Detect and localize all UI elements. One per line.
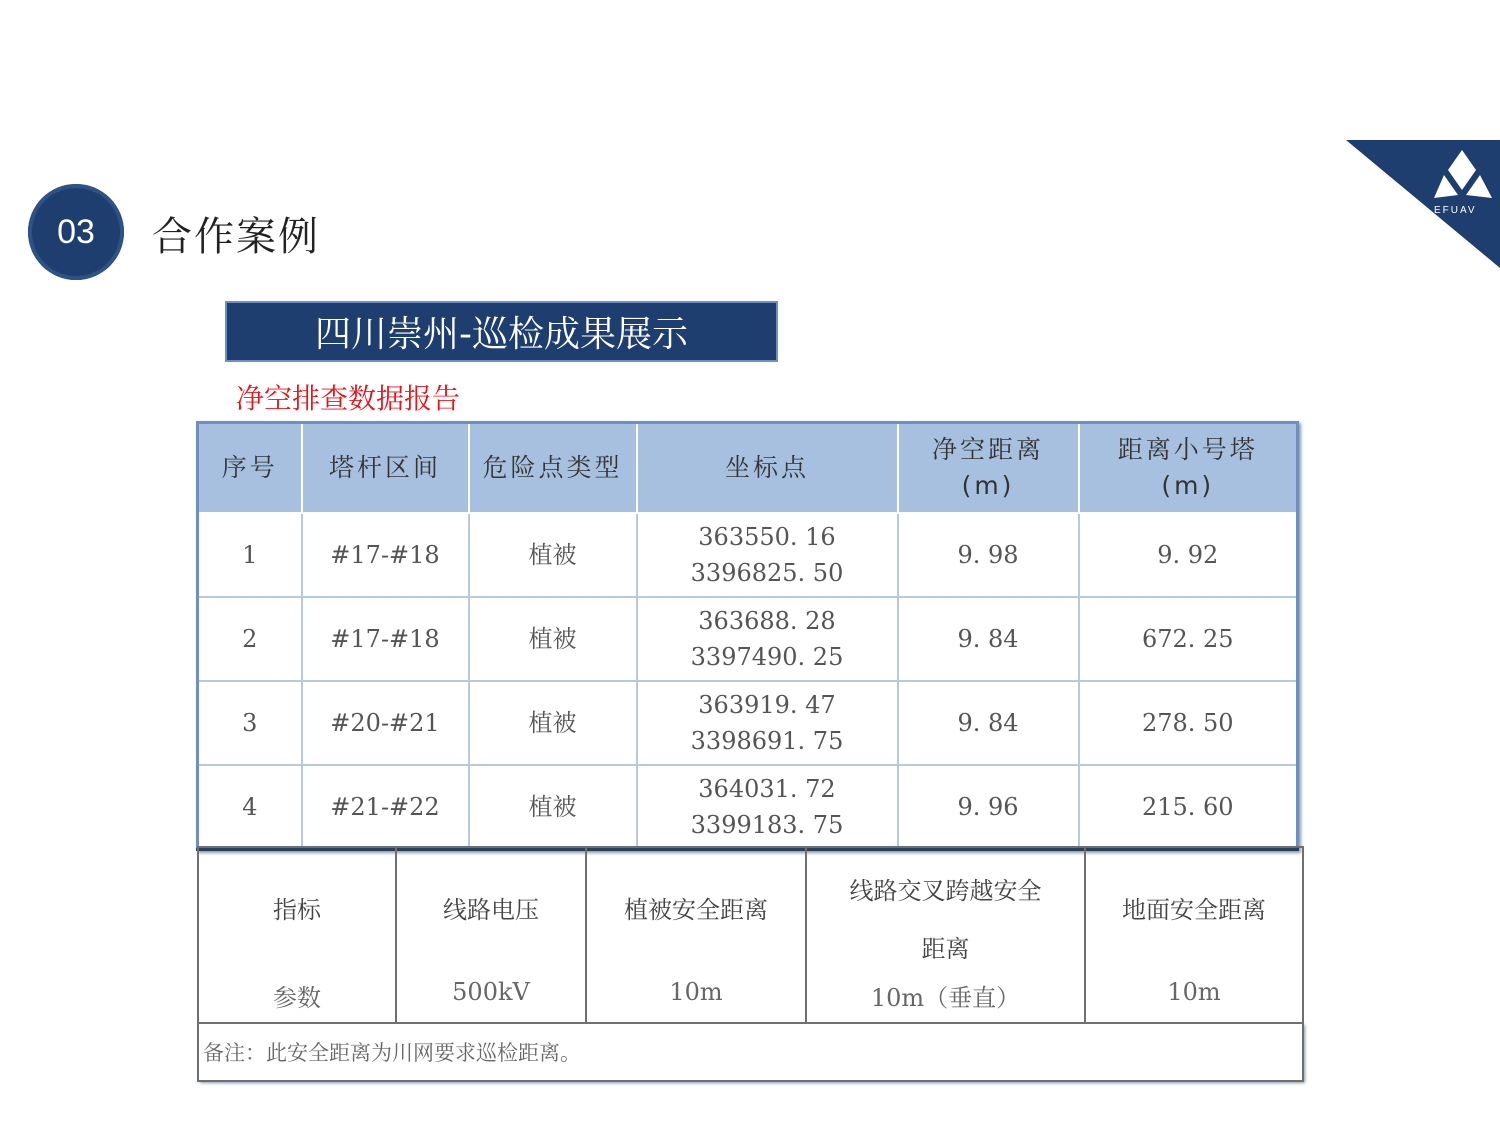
table-row xyxy=(198,681,1298,765)
header-span: 塔杆区间 xyxy=(302,423,469,514)
spec-note-row xyxy=(198,1023,1303,1081)
spec-value: 10m（垂直） xyxy=(870,984,1021,1012)
spec-key: 地面安全距离 xyxy=(1122,896,1266,924)
row-coord xyxy=(637,681,898,765)
spec-key: 指标 xyxy=(273,896,321,924)
spec-key: 线路电压 xyxy=(443,896,539,924)
row-distance: 278. 50 xyxy=(1079,681,1298,765)
header-coord: 坐标点 xyxy=(637,423,898,514)
row-no: 3 xyxy=(198,681,302,765)
spec-col-vegetation xyxy=(586,847,806,1023)
logo-text: EFUAV xyxy=(1434,205,1477,216)
row-span: #21-#22 xyxy=(302,765,469,850)
section-title: 合作案例 xyxy=(152,214,320,260)
row-no: 2 xyxy=(198,597,302,681)
row-coord-y: 3396825. 50 xyxy=(690,559,844,587)
table-header-row xyxy=(198,423,1298,514)
table-row xyxy=(198,597,1298,681)
row-distance: 215. 60 xyxy=(1079,765,1298,850)
row-clearance: 9. 84 xyxy=(898,597,1079,681)
report-title: 净空排查数据报告 xyxy=(236,382,461,415)
header-distance-label: 距离小号塔 xyxy=(1117,435,1258,464)
row-coord-x: 363919. 47 xyxy=(698,691,836,719)
row-type: 植被 xyxy=(469,681,637,765)
row-type: 植被 xyxy=(469,597,637,681)
row-clearance: 9. 96 xyxy=(898,765,1079,850)
row-span: #17-#18 xyxy=(302,597,469,681)
spec-value: 500kV xyxy=(452,978,530,1006)
spec-value: 10m xyxy=(669,978,723,1006)
header-distance-unit: (m) xyxy=(1161,471,1215,500)
banner-title: 四川崇州-巡检成果展示 xyxy=(225,301,778,362)
header-clearance xyxy=(898,423,1079,514)
row-type: 植被 xyxy=(469,513,637,597)
row-no: 1 xyxy=(198,513,302,597)
row-clearance: 9. 84 xyxy=(898,681,1079,765)
spec-note: 备注：此安全距离为川网要求巡检距离。 xyxy=(198,1023,1303,1081)
clearance-data-table xyxy=(196,421,1299,851)
row-coord-x: 364031. 72 xyxy=(698,775,836,803)
row-span: #20-#21 xyxy=(302,681,469,765)
spec-col-voltage xyxy=(396,847,586,1023)
row-coord-y: 3397490. 25 xyxy=(690,643,844,671)
spec-col-crossing xyxy=(806,847,1085,1023)
table-row xyxy=(198,513,1298,597)
spec-key-line1: 线路交叉跨越安全 xyxy=(849,877,1042,905)
row-coord xyxy=(637,597,898,681)
spec-col-ground xyxy=(1085,847,1303,1023)
spec-key: 植被安全距离 xyxy=(624,896,768,924)
row-coord-x: 363688. 28 xyxy=(698,607,836,635)
section-number: 03 xyxy=(57,212,95,251)
spec-key xyxy=(807,862,1084,978)
row-type: 植被 xyxy=(469,765,637,850)
row-distance: 9. 92 xyxy=(1079,513,1298,597)
spec-key-line2: 距离 xyxy=(921,935,970,963)
spec-row xyxy=(198,847,1303,1023)
row-coord-x: 363550. 16 xyxy=(698,523,836,551)
row-distance: 672. 25 xyxy=(1079,597,1298,681)
section-number-badge xyxy=(28,184,124,280)
spec-value: 10m xyxy=(1167,978,1221,1006)
row-no: 4 xyxy=(198,765,302,850)
row-coord-y: 3398691. 75 xyxy=(690,727,844,755)
row-span: #17-#18 xyxy=(302,513,469,597)
row-coord-y: 3399183. 75 xyxy=(690,811,844,839)
header-no: 序号 xyxy=(198,423,302,514)
spec-value: 参数 xyxy=(273,984,321,1012)
row-clearance: 9. 98 xyxy=(898,513,1079,597)
header-clearance-label: 净空距离 xyxy=(931,435,1044,464)
row-coord xyxy=(637,765,898,850)
safety-spec-table xyxy=(197,846,1304,1082)
header-type: 危险点类型 xyxy=(469,423,637,514)
header-distance xyxy=(1079,423,1298,514)
row-coord xyxy=(637,513,898,597)
efuav-logo xyxy=(1346,140,1500,268)
spec-col-indicator xyxy=(198,847,396,1023)
table-row xyxy=(198,765,1298,850)
header-clearance-unit: (m) xyxy=(961,471,1015,500)
